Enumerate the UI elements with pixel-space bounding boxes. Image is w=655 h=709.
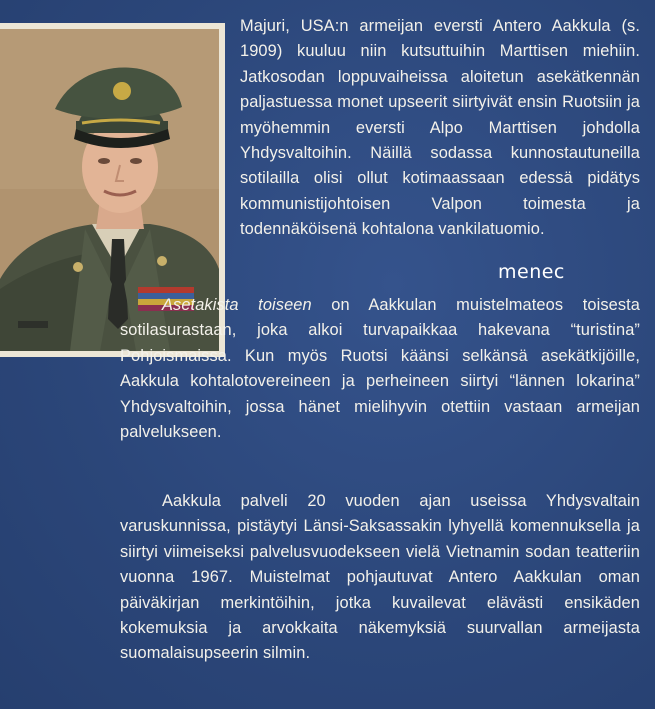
watermark: menec: [498, 261, 565, 283]
career-paragraph: [120, 489, 640, 667]
intro-paragraph: [240, 14, 640, 243]
book-title: Asetakista toiseen: [162, 296, 312, 314]
paragraph-2: [120, 293, 640, 445]
paragraph-1: Majuri, USA:n armeijan eversti Antero Aakkula (s. 1909) kuuluu niin kutsuttuihin Marttisen miehiin. Jatkosodan loppuvaiheissa aloitetun asekätkennän paljastuessa monet upseerit siirtyivät ensin Ruotsiin ja myöhemmin eversti Alpo Marttisen johdolla Yhdysvaltoihin. Näillä sodassa kunnostautuneilla sotilailla olisi ollut kotimaassaan edessä pidätys kommunistijohtoisen Valpon toimesta ja todennäköisenä kohtalona vankilatuomio.: [240, 17, 640, 239]
paragraph-2-text: on Aakkulan muistelmateos toisesta sotilasurastaan, joka alkoi turvapaikkaa hakevana “turistina” Pohjoismaissa. Kun myös Ruotsi käänsi selkänsä asekätkijöille, Aakkula kohtalotovereineen ja perheineen siirtyi “lännen lokarina” Yhdysvaltoihin, jossa hänet mielihyvin otettiin vastaan armeijan palvelukseen.: [120, 296, 640, 442]
paragraph-3: Aakkula palveli 20 vuoden ajan useissa Yhdysvaltain varuskunnissa, pistäytyi Länsi-Saksassakin lyhyellä komennuksella ja siirtyi viimeiseksi palvelusvuodekseen vielä Vietnamin sodan teatteriin vuonna 1967. Muistelmat pohjautuvat Antero Aakkulan oman päiväkirjan merkintöihin, jotka kuvailevat elävästi ensikäden kokemuksia ja arvokkaita näkemyksiä suurvallan armeijasta suomalaisupseerin silmin.: [120, 492, 640, 663]
book-description-paragraph: [120, 293, 640, 445]
